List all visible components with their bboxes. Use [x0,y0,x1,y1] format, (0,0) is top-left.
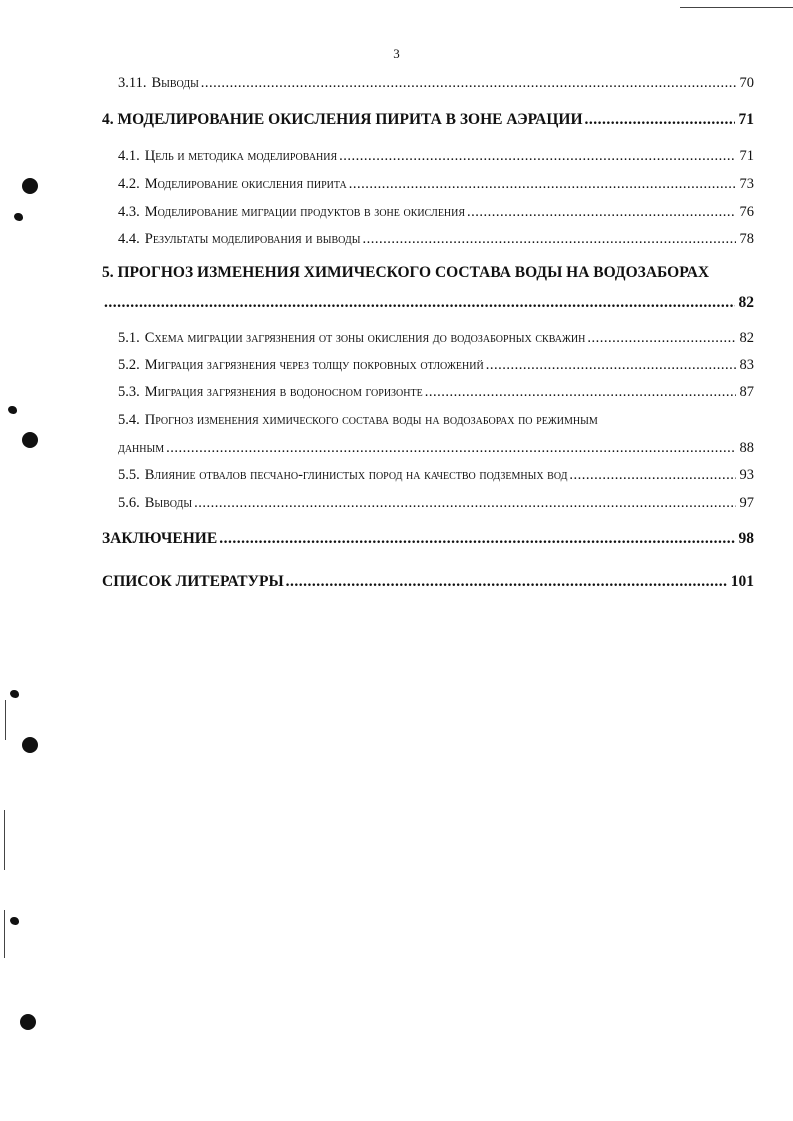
binder-hole [22,737,38,753]
entry-page: 93 [739,467,754,483]
entry-number: 5.1. [118,330,140,346]
binder-hole [20,1014,36,1030]
toc-entry-4-4[interactable] [118,231,754,248]
section-page: 82 [738,294,754,311]
entry-page: 88 [739,440,754,456]
section-page: 101 [730,573,754,590]
entry-number: 4.3. [118,204,140,220]
toc-entry-4-1[interactable] [118,148,754,165]
entry-number: 5.4. [118,412,140,428]
entry-title: Прогноз изменения химического состава воды на водозаборах по режимным [144,412,598,428]
section-page: 98 [738,530,754,547]
toc-entry-5-4-line1[interactable] [118,412,598,429]
toc-entry-5-3[interactable] [118,384,754,401]
toc-section-5-title[interactable]: 5. ПРОГНОЗ ИЗМЕНЕНИЯ ХИМИЧЕСКОГО СОСТАВА ВОДЫ НА ВОДОЗАБОРАХ [102,264,710,281]
dot-leader [349,176,736,193]
entry-title: Влияние отвалов песчано-глинистых пород на качество подземных вод [144,467,568,483]
entry-number: 4.2. [118,176,140,192]
section-title: ЗАКЛЮЧЕНИЕ [102,530,218,547]
dot-leader [104,294,735,312]
ink-blot [8,406,17,414]
toc-entry-5-4-line2[interactable] [118,440,754,457]
entry-title: Результаты моделирования и выводы [144,231,361,247]
binder-hole [22,432,38,448]
toc-entry-5-5[interactable] [118,467,754,484]
entry-page: 71 [739,148,754,164]
dot-leader [166,440,735,457]
dot-leader [362,231,735,248]
dot-leader [587,330,735,347]
entry-number: 5.3. [118,384,140,400]
entry-title: Миграция загрязнения в водоносном горизонте [144,384,423,400]
entry-title: Моделирование окисления пирита [144,176,347,192]
entry-title: Моделирование миграции продуктов в зоне окисления [144,204,466,220]
scan-edge-line [4,910,5,958]
entry-number: 5.6. [118,495,140,511]
section-title: СПИСОК ЛИТЕРАТУРЫ [102,573,284,590]
entry-title-continued: данным [118,440,165,456]
entry-number: 5.5. [118,467,140,483]
entry-page: 82 [739,330,754,346]
entry-number: 5.2. [118,357,140,373]
page-number: 3 [393,46,400,61]
dot-leader [486,357,736,374]
ink-blot [10,917,19,925]
entry-title: Миграция загрязнения через толщу покровных отложений [144,357,484,373]
dot-leader [201,75,736,92]
toc-references[interactable] [102,573,754,591]
toc-entry-5-1[interactable] [118,330,754,347]
ink-blot [14,213,23,221]
entry-page: 97 [739,495,754,511]
toc-entry-3-11[interactable] [118,75,754,92]
entry-page: 70 [739,75,754,91]
entry-title: Цель и методика моделирования [144,148,338,164]
entry-title: Схема миграции загрязнения от зоны окисления до водозаборных скважин [144,330,586,346]
ink-blot [10,690,19,698]
scan-edge-line [680,7,793,8]
dot-leader [194,495,735,512]
dot-leader [569,467,735,484]
scan-edge-line [5,700,6,740]
entry-title: Выводы [151,75,199,91]
dot-leader [339,148,735,165]
scan-edge-line [4,810,5,870]
toc-conclusion[interactable] [102,530,754,548]
entry-number: 4.1. [118,148,140,164]
toc-entry-4-3[interactable] [118,204,754,221]
entry-number: 3.11. [118,75,147,91]
entry-page: 83 [739,357,754,373]
toc-section-4[interactable] [102,111,754,129]
entry-title: Выводы [144,495,193,511]
entry-page: 78 [739,231,754,247]
toc-entry-5-2[interactable] [118,357,754,374]
section-page: 71 [738,111,754,128]
toc-entry-4-2[interactable] [118,176,754,193]
dot-leader [585,111,735,129]
binder-hole [22,178,38,194]
toc-entry-5-6[interactable] [118,495,754,512]
dot-leader [467,204,735,221]
toc-section-5-leader[interactable] [102,294,754,312]
entry-number: 4.4. [118,231,140,247]
dot-leader [219,530,734,548]
entry-page: 76 [739,204,754,220]
entry-page: 73 [739,176,754,192]
dot-leader [286,573,727,591]
dot-leader [425,384,736,401]
entry-page: 87 [739,384,754,400]
section-title: 4. МОДЕЛИРОВАНИЕ ОКИСЛЕНИЯ ПИРИТА В ЗОНЕ АЭРАЦИИ [102,111,583,128]
